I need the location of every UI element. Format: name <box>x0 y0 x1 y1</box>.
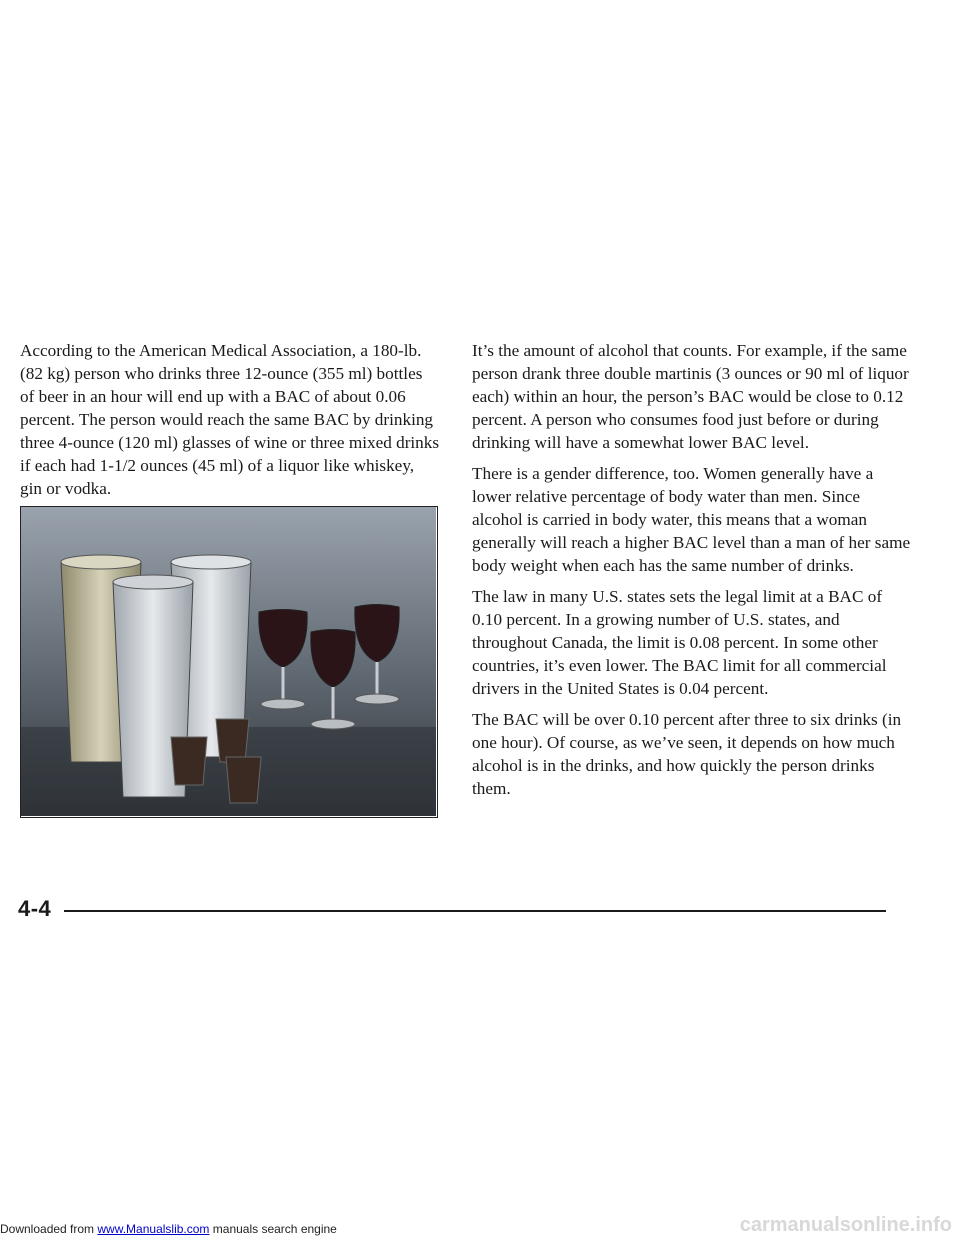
drinks-photo <box>20 506 438 818</box>
left-text-column <box>20 339 440 500</box>
intro-paragraph: According to the American Medical Association, a 180-lb. (82 kg) person who drinks three 12-ounce (355 ml) bottles of beer in an hour will end up with a BAC of about 0.06 percent. The person would reach the same BAC by drinking three 4-ounce (120 ml) glasses of wine or three mixed drinks if each had 1-1/2 ounces (45 ml) of a liquor like whiskey, gin or vodka. <box>20 341 440 498</box>
paragraph-legal-limit: The law in many U.S. states sets the legal limit at a BAC of 0.10 percent. In a growing number of U.S. states, and throughout Canada, the limit is 0.08 percent. In some other countries, it’s even lower. The BAC limit for all commercial drivers in the United States is 0.04 percent. <box>472 587 887 698</box>
paragraph-drinks-count: The BAC will be over 0.10 percent after three to six drinks (in one hour). Of course, as we’ve seen, it depends on how much alcohol is in the drinks, and how quickly the person drinks them. <box>472 710 902 798</box>
drinks-photo-illustration <box>21 507 436 816</box>
page-number: 4-4 <box>18 896 52 921</box>
paragraph-gender-difference: There is a gender difference, too. Women generally have a lower relative percentage of body water than men. Since alcohol is carried in body water, this means that a woman generally will reach a higher BAC level than a man of her same body weight when each has the same number of drinks. <box>472 464 911 575</box>
footer-prefix: Downloaded from <box>0 1222 98 1236</box>
footer-suffix: manuals search engine <box>209 1222 337 1236</box>
paragraph-amount-of-alcohol: It’s the amount of alcohol that counts. For example, if the same person drank three double martinis (3 ounces or 90 ml of liquor each) within an hour, the person’s BAC would be close to 0.12 percent. A person who consumes food just before or during drinking will have a somewhat lower BAC level. <box>472 341 909 452</box>
footer-rule <box>64 910 886 912</box>
download-footer <box>0 1222 337 1236</box>
right-text-column <box>472 339 912 808</box>
watermark: carmanualsonline.info <box>739 1214 952 1236</box>
manualslib-link[interactable]: www.Manualslib.com <box>97 1222 210 1236</box>
